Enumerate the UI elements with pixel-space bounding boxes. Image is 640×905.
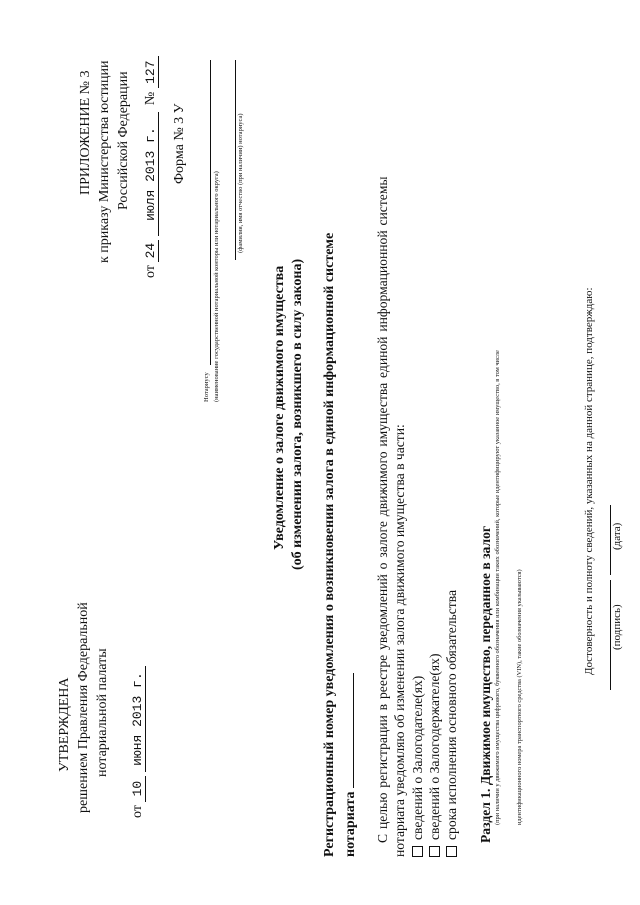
- notary-name-caption: (фамилия, имя отчество (при наличии) нотариуса): [237, 113, 244, 253]
- option-pledgor-checkbox[interactable]: [412, 846, 423, 857]
- notary-office-line: [210, 60, 211, 365]
- option-pledgee[interactable]: [427, 654, 443, 858]
- registration-number-field[interactable]: [340, 673, 354, 788]
- notice-heading-line-2: (об изменении залога, возникшего в силу закона): [290, 258, 305, 570]
- signature-caption: (подпись): [611, 604, 623, 650]
- appendix-date-prefix: от: [143, 265, 158, 278]
- section-1-note-2: идентификационного номера транспортного средства (VIN), такие обозначения указываются): [516, 569, 523, 825]
- notary-name-line: [235, 60, 236, 260]
- appendix-number: 127: [144, 56, 159, 88]
- notary-to-label: Нотариусу: [203, 372, 210, 402]
- option-deadline-checkbox[interactable]: [446, 846, 457, 857]
- approved-date-prefix: от: [130, 805, 145, 818]
- approved-line-2: нотариальной палаты: [95, 648, 110, 777]
- option-pledgee-checkbox[interactable]: [429, 846, 440, 857]
- notice-heading-line-1: Уведомление о залоге движимого имущества: [272, 265, 287, 550]
- intro-line-1: С целью регистрации в реестре уведомлений о залоге движимого имущества единой информационной системы: [375, 176, 390, 843]
- section-1-note-1: (при наличии у движимого имущества цифрового, буквенного обозначения или комбинации таких обозначений, которые идентифицируют указанное имущество, в том числе: [494, 350, 501, 825]
- approved-date: [130, 666, 146, 818]
- footer-confirmation: Достоверность и полноту сведений, указанных на данной странице, подтверждаю:: [583, 287, 595, 675]
- notary-office-caption: (наименование государственной нотариальной конторы или нотариального округа): [213, 171, 220, 402]
- option-deadline-label: срока исполнения основного обязательства: [444, 590, 459, 840]
- form-label: Форма № 3 У: [172, 103, 187, 184]
- appendix-date: [143, 56, 159, 278]
- appendix-line-2: Российской Федерации: [116, 71, 131, 210]
- appendix-day: 24: [144, 240, 159, 262]
- approved-month-year: июня 2013 г.: [131, 666, 146, 772]
- date-caption: (дата): [611, 522, 623, 550]
- registration-number-line-2: [340, 673, 359, 857]
- appendix-number-sign: №: [143, 91, 158, 106]
- registration-number-label: Регистрационный номер уведомления о возникновении залога в единой информационной системе: [322, 232, 337, 857]
- approved-line-1: решением Правления Федеральной: [76, 602, 91, 813]
- approved-title: УТВЕРЖДЕНА: [57, 677, 72, 772]
- option-deadline[interactable]: [444, 590, 460, 857]
- section-1-title: Раздел 1. Движимое имущество, переданное в залог: [478, 525, 493, 843]
- appendix-line-1: к приказу Министерства юстиции: [97, 60, 112, 263]
- appendix-month-year: июля 2013 г.: [144, 112, 159, 236]
- intro-line-2: нотариата уведомляю об изменении залога движимого имущества в части:: [392, 424, 407, 857]
- option-pledgor-label: сведений о Залогодателе(ях): [410, 675, 425, 840]
- option-pledgor[interactable]: [410, 676, 426, 857]
- option-pledgee-label: сведений о Залогодержателе(ях): [427, 653, 442, 840]
- approved-day: 10: [131, 776, 146, 802]
- registration-number-label-2: нотариата: [343, 791, 358, 857]
- appendix-title: ПРИЛОЖЕНИЕ № 3: [78, 70, 93, 195]
